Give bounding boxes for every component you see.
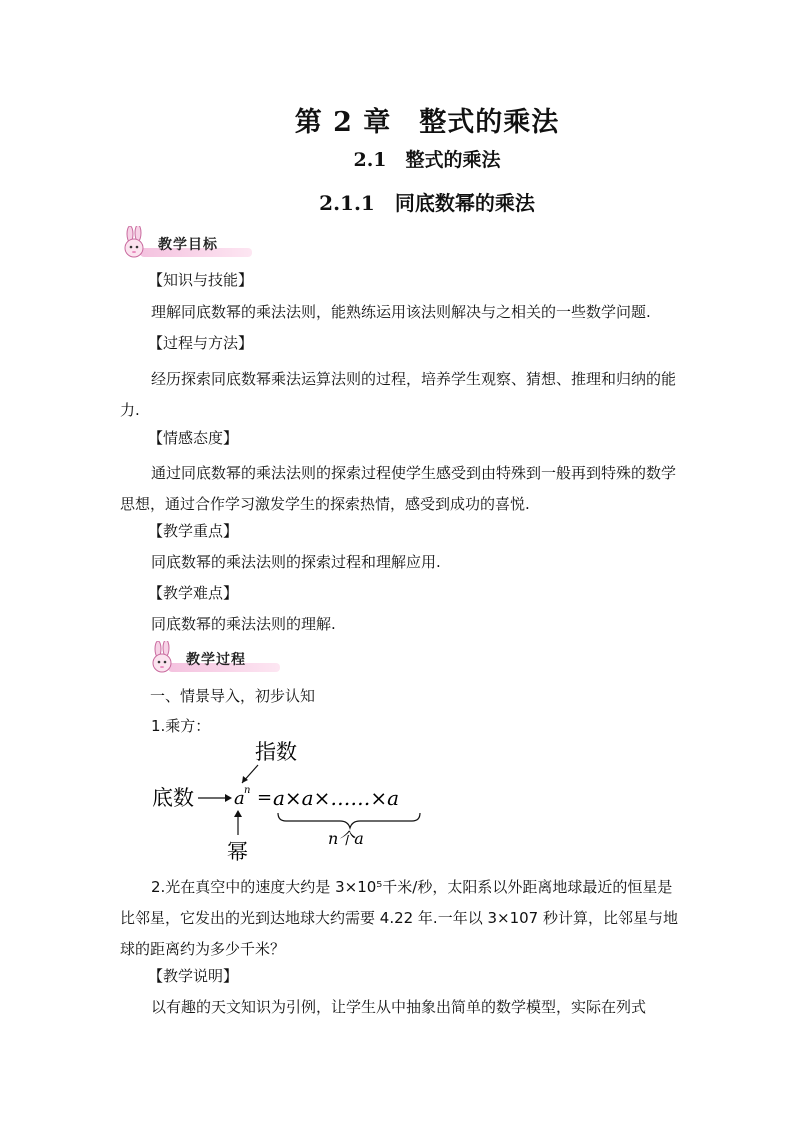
banner-label: 教学过程 bbox=[186, 652, 246, 668]
lhs-exponent: n bbox=[244, 785, 251, 796]
section-title: 2.1 整式的乘法 bbox=[353, 149, 501, 171]
power-diagram bbox=[140, 735, 440, 865]
knowledge-text: 理解同底数幂的乘法法则，能熟练运用该法则解决与之相关的一些数学问题. bbox=[151, 303, 651, 321]
item2-text: 2.光在真空中的速度大约是 3×10⁵千米/秒，太阳系以外距离地球最近的恒星是比邻星，它发出的光到达地球大约需要 4.22 年.一年以 3×107 秒计算，比邻星与地球的距离约为多少千米？ bbox=[120, 878, 678, 958]
item1-text: 1.乘方： bbox=[151, 717, 211, 735]
lhs-base: a bbox=[234, 788, 245, 809]
goals-banner bbox=[118, 226, 268, 266]
chapter-title: 第 2 章 整式的乘法 bbox=[294, 107, 560, 138]
exponent-label: 指数 bbox=[255, 740, 297, 764]
explain-text: 以有趣的天文知识为引例，让学生从中抽象出简单的数学模型，实际在列式 bbox=[151, 998, 647, 1016]
base-label: 底数 bbox=[152, 786, 194, 810]
difficulty-heading: 【教学难点】 bbox=[148, 584, 239, 602]
process-banner bbox=[146, 641, 296, 681]
equals-sign: = bbox=[257, 787, 273, 808]
power-label: 幂 bbox=[227, 840, 248, 864]
process-heading: 【过程与方法】 bbox=[148, 334, 254, 352]
knowledge-heading: 【知识与技能】 bbox=[148, 271, 254, 289]
brace-label: n个a bbox=[328, 829, 364, 848]
base-arrowhead bbox=[225, 794, 232, 802]
process-text: 经历探索同底数幂乘法运算法则的过程，培养学生观察、猜想、推理和归纳的能力. bbox=[120, 370, 677, 419]
banner-label: 教学目标 bbox=[158, 237, 218, 253]
key-text: 同底数幂的乘法法则的探索过程和理解应用. bbox=[151, 553, 441, 571]
brace bbox=[278, 813, 420, 828]
rabbit-icon bbox=[146, 641, 182, 677]
power-arrowhead bbox=[234, 810, 242, 817]
step1-heading: 一、情景导入，初步认知 bbox=[150, 687, 316, 705]
difficulty-text: 同底数幂的乘法法则的理解. bbox=[151, 615, 336, 633]
explain-heading: 【教学说明】 bbox=[148, 967, 239, 985]
rabbit-icon bbox=[118, 226, 154, 262]
rhs-product: a×a×……×a bbox=[273, 786, 400, 810]
subsection-title: 2.1.1 同底数幂的乘法 bbox=[319, 191, 535, 215]
key-heading: 【教学重点】 bbox=[148, 522, 239, 540]
attitude-heading: 【情感态度】 bbox=[148, 429, 239, 447]
attitude-text: 通过同底数幂的乘法法则的探索过程使学生感受到由特殊到一般再到特殊的数学思想，通过合作学习激发学生的探索热情，感受到成功的喜悦. bbox=[120, 464, 677, 513]
